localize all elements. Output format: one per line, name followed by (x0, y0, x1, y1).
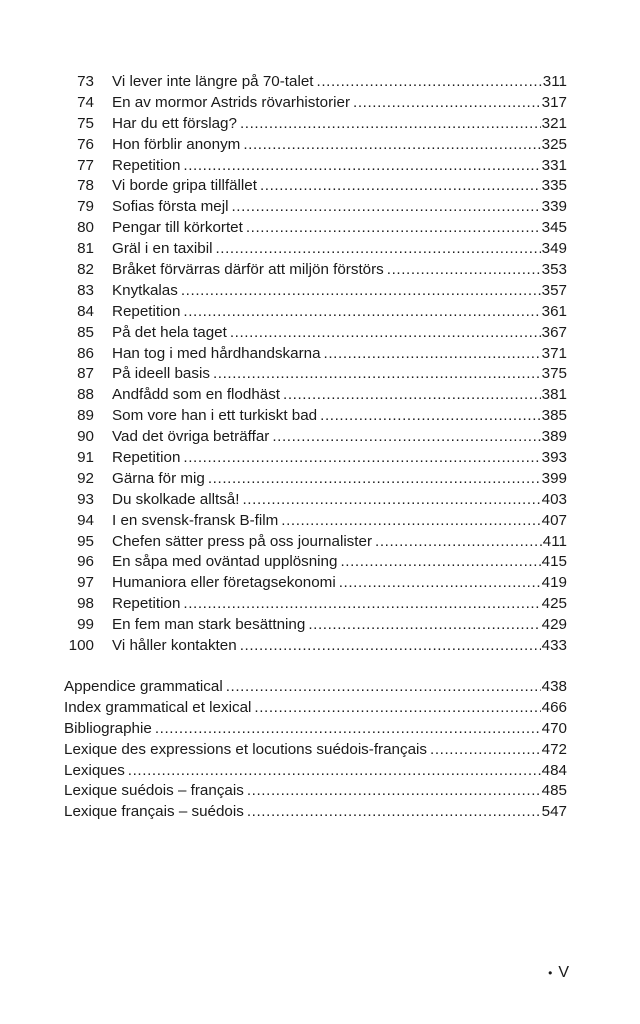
toc-row-chapter (64, 135, 567, 156)
dot-leader (281, 511, 540, 532)
chapter-title: Bråket förvärras därför att miljön förstörs (112, 261, 384, 279)
chapter-number: 81 (77, 240, 94, 258)
chapter-title: En såpa med oväntad upplösning (112, 553, 338, 571)
page-number: 385 (541, 407, 567, 425)
page-number: 484 (541, 761, 567, 779)
toc-row-chapter (64, 114, 567, 135)
chapter-number: 98 (77, 595, 94, 613)
page-number: 403 (541, 490, 567, 508)
chapter-title: En av mormor Astrids rövarhistorier (112, 93, 351, 111)
chapter-number: 84 (77, 302, 94, 320)
dot-leader (240, 114, 541, 135)
dot-leader (230, 323, 541, 344)
dot-leader (231, 197, 540, 218)
appendix-title: Appendice grammatical (64, 677, 223, 695)
toc-row-chapter (64, 156, 567, 177)
dot-leader (208, 469, 541, 490)
chapter-number: 94 (77, 511, 94, 529)
chapter-number: 78 (77, 177, 94, 195)
chapter-title: Andfådd som en flodhäst (112, 386, 281, 404)
toc-row-chapter (64, 573, 567, 594)
dot-leader (226, 677, 541, 698)
page-number: 367 (541, 323, 567, 341)
toc-row-chapter (64, 93, 567, 114)
dot-leader (243, 135, 540, 156)
chapter-number: 89 (77, 407, 94, 425)
folio-bullet: • (548, 966, 553, 980)
dot-leader (317, 72, 542, 93)
page-number: 311 (542, 73, 567, 90)
chapter-number: 96 (77, 553, 94, 571)
page-number: 345 (541, 219, 567, 237)
chapter-number: 87 (77, 365, 94, 383)
page-number: 393 (541, 449, 567, 467)
chapter-number: 99 (77, 616, 94, 634)
chapter-number: 88 (77, 386, 94, 404)
dot-leader (272, 427, 540, 448)
toc-row-appendix (64, 719, 567, 740)
page-number: 415 (541, 553, 567, 571)
chapter-number: 73 (77, 73, 94, 90)
chapter-title: Som vore han i ett turkiskt bad (112, 407, 318, 425)
page-number: 357 (541, 281, 567, 299)
chapter-number: 90 (77, 428, 94, 446)
page-number: 317 (541, 93, 567, 111)
dot-leader (260, 176, 541, 197)
toc-row-appendix (64, 761, 567, 782)
page-number: 470 (541, 719, 567, 737)
toc-row-chapter (64, 239, 567, 260)
page-number: 466 (541, 698, 567, 716)
chapter-title: Vi håller kontakten (112, 637, 237, 655)
chapter-title: Knytkalas (112, 281, 178, 299)
dot-leader (213, 364, 541, 385)
toc-row-chapter (64, 72, 567, 93)
toc-row-chapter (64, 260, 567, 281)
appendix-title: Bibliographie (64, 719, 152, 737)
dot-leader (247, 781, 541, 802)
toc-row-chapter (64, 448, 567, 469)
page-number: 547 (541, 803, 567, 821)
appendix-title: Lexique français – suédois (64, 803, 244, 821)
page-number: 325 (541, 135, 567, 153)
page-number: 419 (541, 574, 567, 592)
dot-leader (308, 615, 540, 636)
page-number: 339 (541, 198, 567, 216)
page-number: 472 (541, 740, 567, 758)
toc-row-chapter (64, 302, 567, 323)
page-number: 321 (541, 114, 567, 132)
page-number: 433 (541, 637, 567, 655)
page-folio (548, 964, 569, 982)
dot-leader (181, 281, 541, 302)
chapter-title: Vi borde gripa tillfället (112, 177, 257, 195)
page-number: 361 (541, 302, 567, 320)
dot-leader (339, 573, 541, 594)
chapter-title: I en svensk-fransk B-film (112, 511, 279, 529)
toc-row-chapter (64, 385, 567, 406)
appendix-title: Lexique suédois – français (64, 782, 244, 800)
toc-row-chapter (64, 594, 567, 615)
appendix-title: Lexique des expressions et locutions suédois-français (64, 740, 428, 758)
toc-row-chapter (64, 615, 567, 636)
toc-row-appendix (64, 677, 567, 698)
chapter-number: 97 (77, 574, 94, 592)
dot-leader (283, 385, 541, 406)
chapter-number: 95 (77, 532, 94, 550)
chapter-number: 77 (77, 156, 94, 174)
toc-row-chapter (64, 406, 567, 427)
dot-leader (215, 239, 540, 260)
toc-row-appendix (64, 781, 567, 802)
dot-leader (183, 594, 540, 615)
dot-leader (128, 761, 541, 782)
toc-row-chapter (64, 344, 567, 365)
toc-row-chapter (64, 490, 567, 511)
chapter-number: 76 (77, 135, 94, 153)
page-number: 349 (541, 240, 567, 258)
chapter-number: 93 (77, 490, 94, 508)
dot-leader (387, 260, 541, 281)
toc-row-chapter (64, 281, 567, 302)
page-number: 389 (541, 428, 567, 446)
toc-row-chapter (64, 511, 567, 532)
section-spacer (64, 657, 567, 677)
chapter-title: Gärna för mig (112, 469, 205, 487)
page-number: 375 (541, 365, 567, 383)
dot-leader (240, 636, 541, 657)
page-number: 411 (542, 532, 567, 550)
chapter-title: Vad det övriga beträffar (112, 428, 270, 446)
appendix-title: Index grammatical et lexical (64, 698, 252, 716)
dot-leader (254, 698, 540, 719)
chapter-title: Chefen sätter press på oss journalister (112, 532, 373, 550)
page-number: 407 (541, 511, 567, 529)
toc-row-appendix (64, 802, 567, 823)
dot-leader (375, 532, 542, 553)
dot-leader (320, 406, 541, 427)
dot-leader (324, 344, 541, 365)
chapter-title: Repetition (112, 449, 181, 467)
chapter-number: 91 (77, 449, 94, 467)
chapter-number: 74 (77, 93, 94, 111)
toc-row-chapter (64, 532, 567, 553)
chapter-list (64, 72, 567, 657)
chapter-title: På ideell basis (112, 365, 210, 383)
toc-row-chapter (64, 636, 567, 657)
page-number: 425 (541, 595, 567, 613)
chapter-number: 79 (77, 198, 94, 216)
dot-leader (183, 302, 540, 323)
chapter-title: Han tog i med hårdhandskarna (112, 344, 321, 362)
toc-row-chapter (64, 176, 567, 197)
chapter-title: En fem man stark besättning (112, 616, 306, 634)
dot-leader (353, 93, 541, 114)
chapter-title: På det hela taget (112, 323, 227, 341)
table-of-contents (64, 72, 567, 823)
dot-leader (430, 740, 541, 761)
chapter-number: 80 (77, 219, 94, 237)
chapter-title: Du skolkade alltså! (112, 490, 240, 508)
chapter-title: Repetition (112, 156, 181, 174)
dot-leader (183, 448, 540, 469)
chapter-title: Repetition (112, 595, 181, 613)
page-number: 438 (541, 677, 567, 695)
page-number: 399 (541, 469, 567, 487)
page-number: 331 (541, 156, 567, 174)
chapter-number: 82 (77, 261, 94, 279)
chapter-number: 83 (77, 281, 94, 299)
chapter-title: Humaniora eller företagsekonomi (112, 574, 336, 592)
chapter-number: 92 (77, 469, 94, 487)
chapter-title: Har du ett förslag? (112, 114, 237, 132)
toc-row-chapter (64, 469, 567, 490)
dot-leader (183, 156, 540, 177)
chapter-title: Sofias första mejl (112, 198, 229, 216)
chapter-title: Hon förblir anonym (112, 135, 241, 153)
toc-row-chapter (64, 197, 567, 218)
page-number: 353 (541, 261, 567, 279)
dot-leader (247, 802, 541, 823)
appendix-list (64, 677, 567, 823)
toc-row-chapter (64, 218, 567, 239)
page-number: 485 (541, 782, 567, 800)
chapter-title: Vi lever inte längre på 70-talet (112, 73, 314, 90)
chapter-number: 85 (77, 323, 94, 341)
folio-page-number: V (558, 964, 569, 981)
chapter-title: Pengar till körkortet (112, 219, 243, 237)
chapter-title: Gräl i en taxibil (112, 240, 213, 258)
page-number: 371 (541, 344, 567, 362)
toc-row-chapter (64, 364, 567, 385)
toc-row-appendix (64, 740, 567, 761)
toc-row-chapter (64, 323, 567, 344)
appendix-title: Lexiques (64, 761, 125, 779)
page-number: 335 (541, 177, 567, 195)
page-number: 429 (541, 616, 567, 634)
chapter-number: 75 (77, 114, 94, 132)
chapter-title: Repetition (112, 302, 181, 320)
chapter-number: 86 (77, 344, 94, 362)
dot-leader (246, 218, 541, 239)
toc-row-chapter (64, 552, 567, 573)
chapter-number: 100 (68, 637, 94, 655)
page-number: 381 (541, 386, 567, 404)
dot-leader (242, 490, 540, 511)
dot-leader (340, 552, 540, 573)
toc-row-chapter (64, 427, 567, 448)
toc-row-appendix (64, 698, 567, 719)
dot-leader (155, 719, 541, 740)
